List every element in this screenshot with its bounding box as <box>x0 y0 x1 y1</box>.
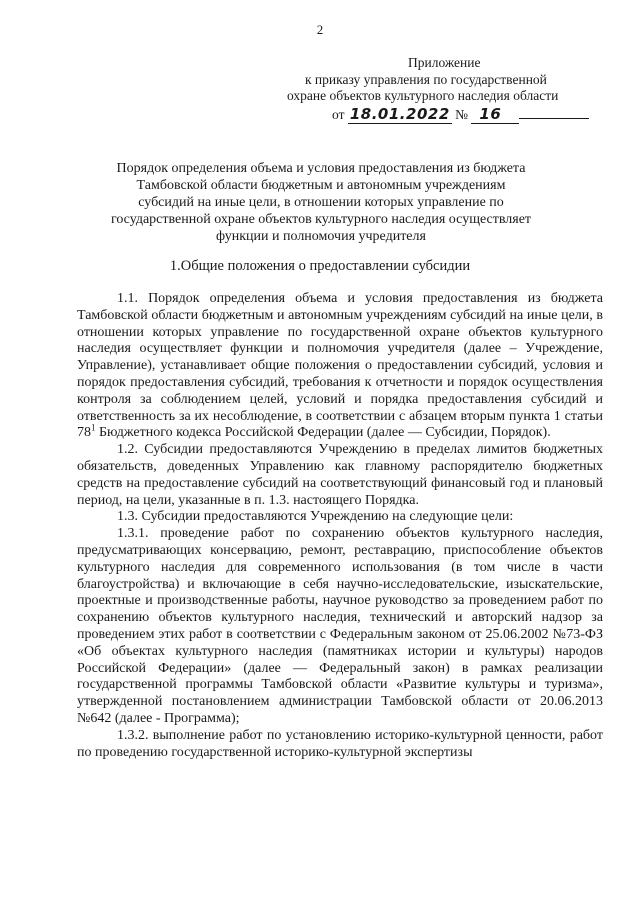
document-title: Порядок определения объема и условия предоставления из бюджета Тамбовской области бюджетным и автономным учреждениям субсидий на иные цели, в отношении которых управление по государственной охране объектов культурного наследия осуществляет функции и полномочия учредителя <box>110 161 532 244</box>
date-prefix: от <box>332 106 345 122</box>
paragraph-1-1-tail: Бюджетного кодекса Российской Федерации (далее — Субсидии, Порядок). <box>95 425 551 441</box>
appendix-date-line <box>283 106 603 124</box>
paragraph-1-1 <box>77 291 603 442</box>
page-number: 2 <box>316 22 324 37</box>
number-underline <box>519 118 589 119</box>
number-prefix: № <box>455 106 469 122</box>
paragraph-1-1-text: 1.1. Порядок определения объема и условия предоставления из бюджета Тамбовской области бюджетным и автономным учреждениям субсидий на иные цели, в отношении которых управление по государственной охране объектов культурного наследия осуществляет функции и полномочия учредителя (далее – Учреждение, Управление), устанавливает общие положения о предоставлении субсидий, условия и порядок предоставления субсидий, требования к отчетности и порядок осуществления контроля за соблюдением целей, условий и порядка предоставления субсидий и ответственность за их несоблюдение, в соответствии с абзацем вторым пункта 1 статьи 78 <box>77 291 603 441</box>
paragraph-1-2: 1.2. Субсидии предоставляются Учреждению в пределах лимитов бюджетных обязательств, доведенных Управлению как главному распорядителю бюджетных средств на предоставление субсидий на соответствующий финансовый год и плановый период, на цели, указанные в п. 1.3. настоящего Порядка. <box>77 442 603 508</box>
appendix-header <box>283 55 603 123</box>
footnote-superscript: 1 <box>91 422 96 433</box>
appendix-line-2: охране объектов культурного наследия области <box>287 88 559 103</box>
appendix-title: Приложение <box>408 55 481 70</box>
handwritten-number: 16 <box>471 105 519 124</box>
paragraph-1-3-2: 1.3.2. выполнение работ по установлению историко-культурной ценности, работ по проведению государственной историко-культурной экспертизы <box>77 727 603 760</box>
document-body <box>77 291 603 761</box>
section-title: 1.Общие положения о предоставлении субсидии <box>169 258 471 274</box>
paragraph-1-3: 1.3. Субсидии предоставляются Учреждению на следующие цели: <box>117 509 514 525</box>
paragraph-1-3-1: 1.3.1. проведение работ по сохранению объектов культурного наследия, предусматривающих консервацию, ремонт, реставрацию, приспособление объектов культурного наследия для современного использования (в том числе в части благоустройства) и включающие в себя научно-исследовательские, изыскательские, проектные и производственные работы, научное руководство за проведением работ по сохранению объектов культурного наследия, технический и авторский надзор за проведением этих работ в соответствии с Федеральным законом от 25.06.2002 №73-ФЗ «Об объектах культурного наследия (памятниках истории и культуры) народов Российской Федерации» (далее — Федеральный закон) в рамках реализации государственной программы Тамбовской области «Развитие культуры и туризма», утвержденной постановлением администрации Тамбовской области от 20.06.2013 №642 (далее - Программа); <box>77 526 603 726</box>
appendix-line-1: к приказу управления по государственной <box>305 71 547 87</box>
handwritten-date: 18.01.2022 <box>349 104 450 123</box>
